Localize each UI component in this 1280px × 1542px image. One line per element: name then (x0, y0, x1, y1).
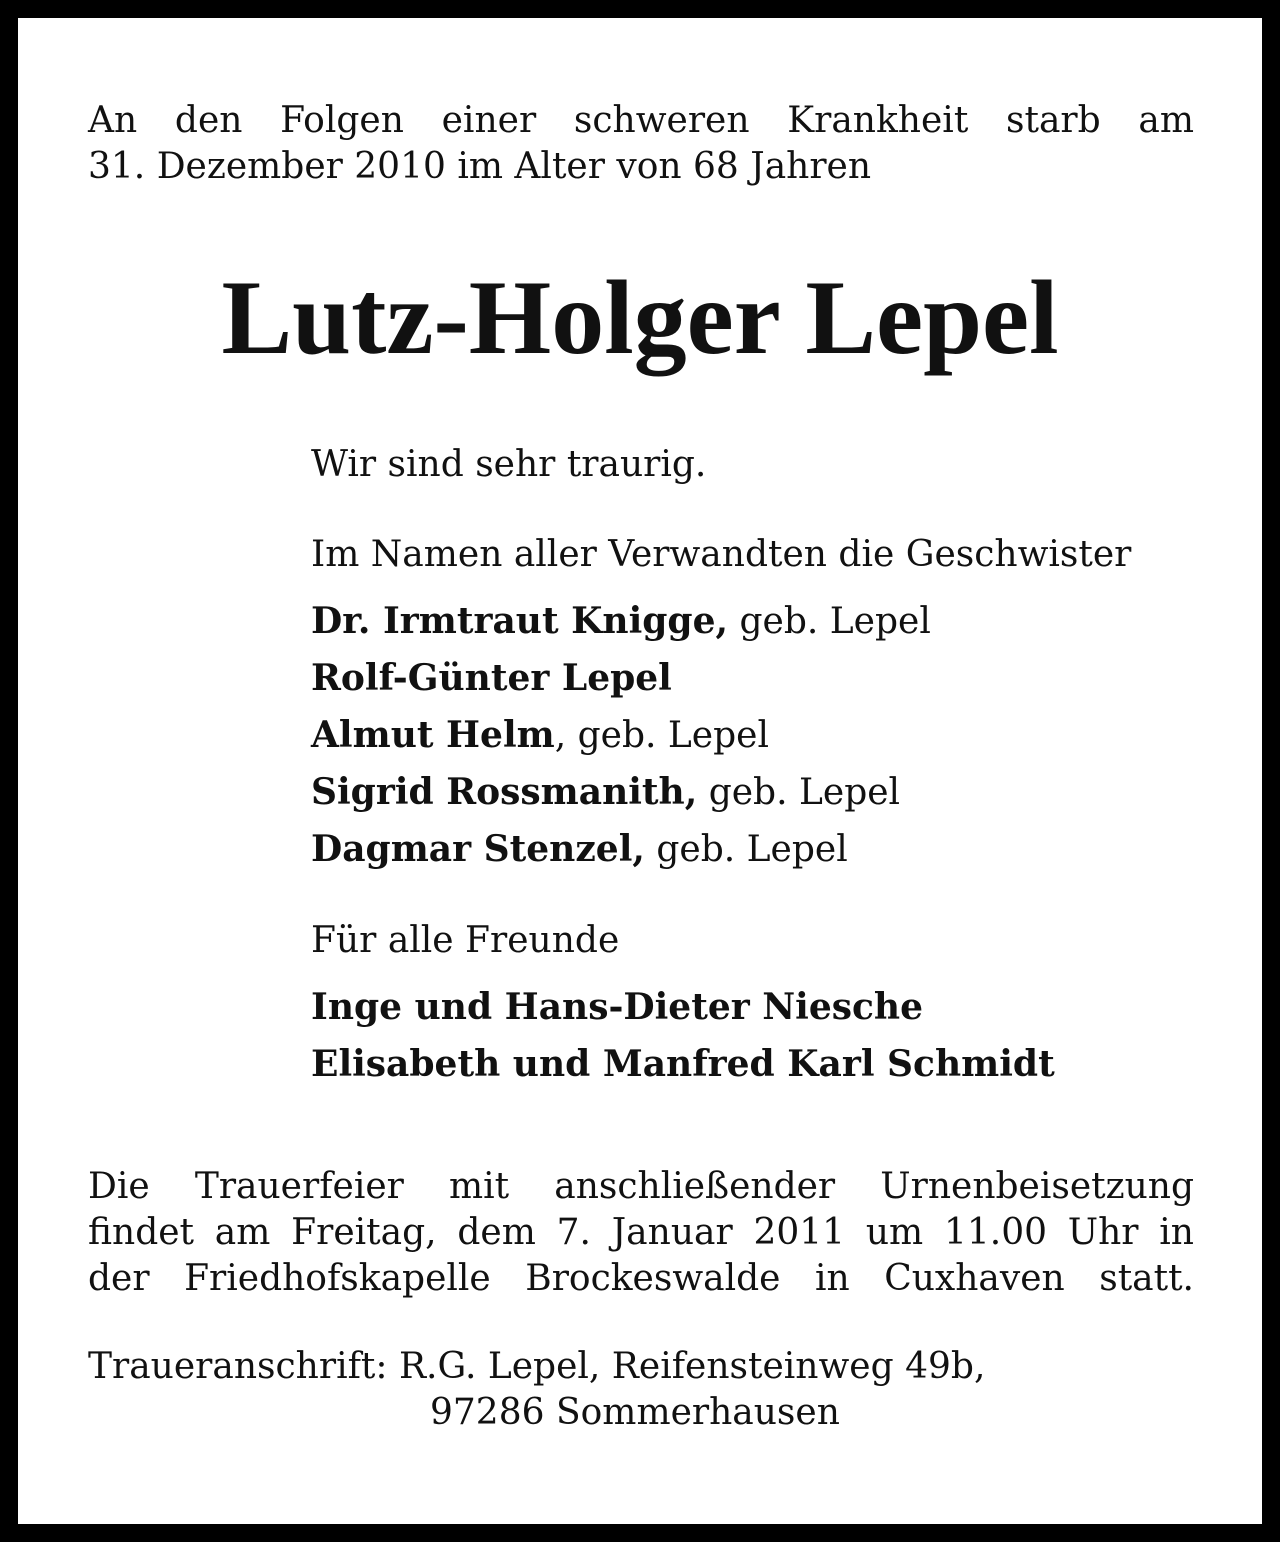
sibling-name: Dagmar Stenzel, (311, 828, 645, 870)
sibling-line (311, 655, 672, 702)
sibling-name: Dr. Irmtraut Knigge, (311, 600, 729, 642)
sibling-suffix: geb. Lepel (728, 601, 931, 642)
sibling-line (311, 769, 900, 816)
deceased-name: Lutz-Holger Lepel (221, 259, 1059, 376)
sibling-suffix: geb. Lepel (644, 829, 848, 870)
sibling-name: Sigrid Rossmanith, (311, 771, 698, 813)
service-line-1: Die Trauerfeier mit anschließender Urnenbeisetzung (88, 1166, 1194, 1207)
intro-text (88, 98, 1194, 190)
relatives-intro: Im Namen aller Verwandten die Geschwister (311, 534, 1132, 575)
sibling-name: Almut Helm (311, 714, 555, 756)
sibling-line (311, 598, 931, 645)
friends-intro: Für alle Freunde (311, 920, 620, 961)
address-line-1: Traueranschrift: R.G. Lepel, Reifensteinweg 49b, (88, 1346, 986, 1387)
address-line-2: 97286 Sommerhausen (430, 1392, 840, 1433)
intro-line-2: 31. Dezember 2010 im Alter von 68 Jahren (88, 146, 872, 187)
sibling-suffix: , geb. Lepel (554, 715, 769, 756)
service-line-3: der Friedhofskapelle Brockeswalde in Cuxhaven statt. (88, 1258, 1194, 1299)
sibling-line (311, 826, 848, 873)
service-text (88, 1164, 1194, 1302)
intro-line-1: An den Folgen einer schweren Krankheit starb am (88, 100, 1194, 141)
service-line-2: findet am Freitag, dem 7. Januar 2011 um 11.00 Uhr in (88, 1212, 1194, 1253)
obituary-notice (18, 18, 1262, 1524)
sibling-name: Rolf-Günter Lepel (311, 657, 672, 699)
sibling-line (311, 712, 769, 759)
sad-line: Wir sind sehr traurig. (311, 444, 707, 485)
friend-line: Elisabeth und Manfred Karl Schmidt (311, 1043, 1055, 1085)
friend-line: Inge und Hans-Dieter Niesche (311, 986, 923, 1028)
sibling-suffix: geb. Lepel (697, 772, 901, 813)
